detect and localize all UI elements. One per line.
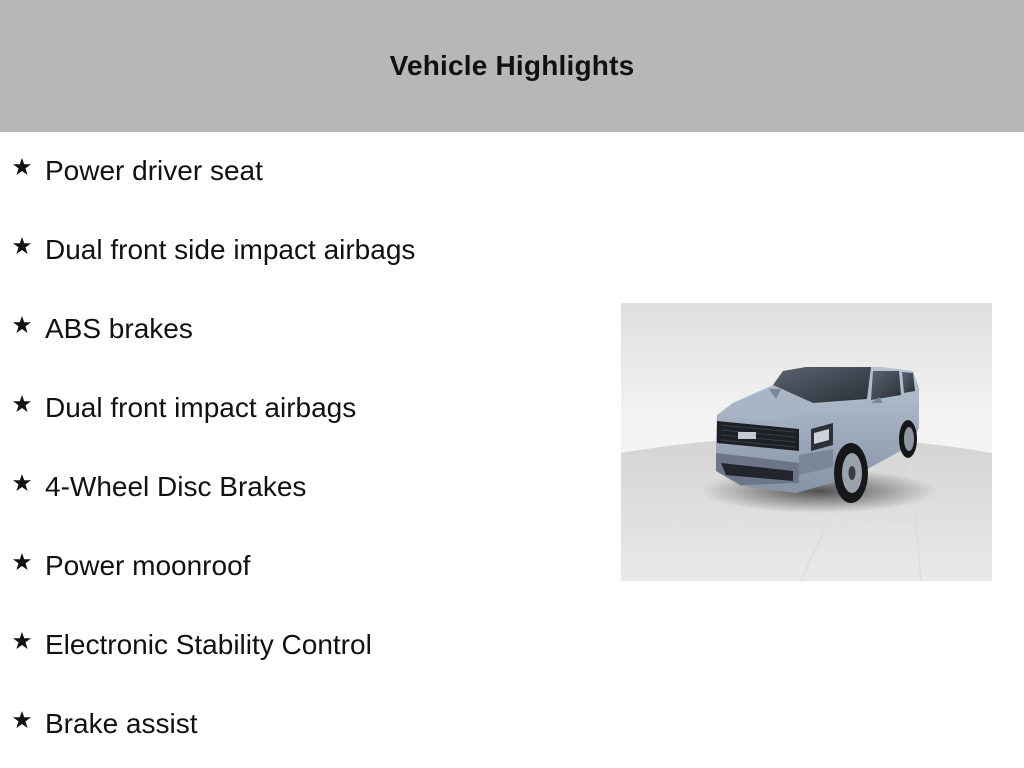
vehicle-image (621, 303, 992, 581)
highlight-label: ABS brakes (45, 313, 193, 344)
highlight-item (0, 211, 600, 290)
highlight-item (0, 290, 600, 369)
highlight-item (0, 132, 600, 211)
star-icon (12, 473, 32, 493)
star-icon (12, 157, 32, 177)
highlight-label: Brake assist (45, 708, 198, 739)
highlight-label: Dual front side impact airbags (45, 234, 416, 265)
star-icon (12, 710, 32, 730)
highlight-label: Dual front impact airbags (45, 392, 357, 423)
highlight-item (0, 685, 600, 764)
star-icon (12, 236, 32, 256)
highlight-item (0, 448, 600, 527)
star-icon (12, 394, 32, 414)
highlights-header (0, 0, 1024, 132)
vehicle-photo (621, 303, 992, 581)
highlight-item (0, 369, 600, 448)
page-title: Vehicle Highlights (389, 50, 635, 81)
highlight-label: Power moonroof (45, 550, 251, 581)
highlight-label: Power driver seat (45, 155, 263, 186)
highlight-item (0, 606, 600, 685)
highlight-item (0, 527, 600, 606)
highlights-list (0, 132, 600, 764)
star-icon (12, 631, 32, 651)
star-icon (12, 552, 32, 572)
highlight-label: Electronic Stability Control (45, 629, 372, 660)
highlight-label: 4-Wheel Disc Brakes (45, 471, 307, 502)
star-icon (12, 315, 32, 335)
